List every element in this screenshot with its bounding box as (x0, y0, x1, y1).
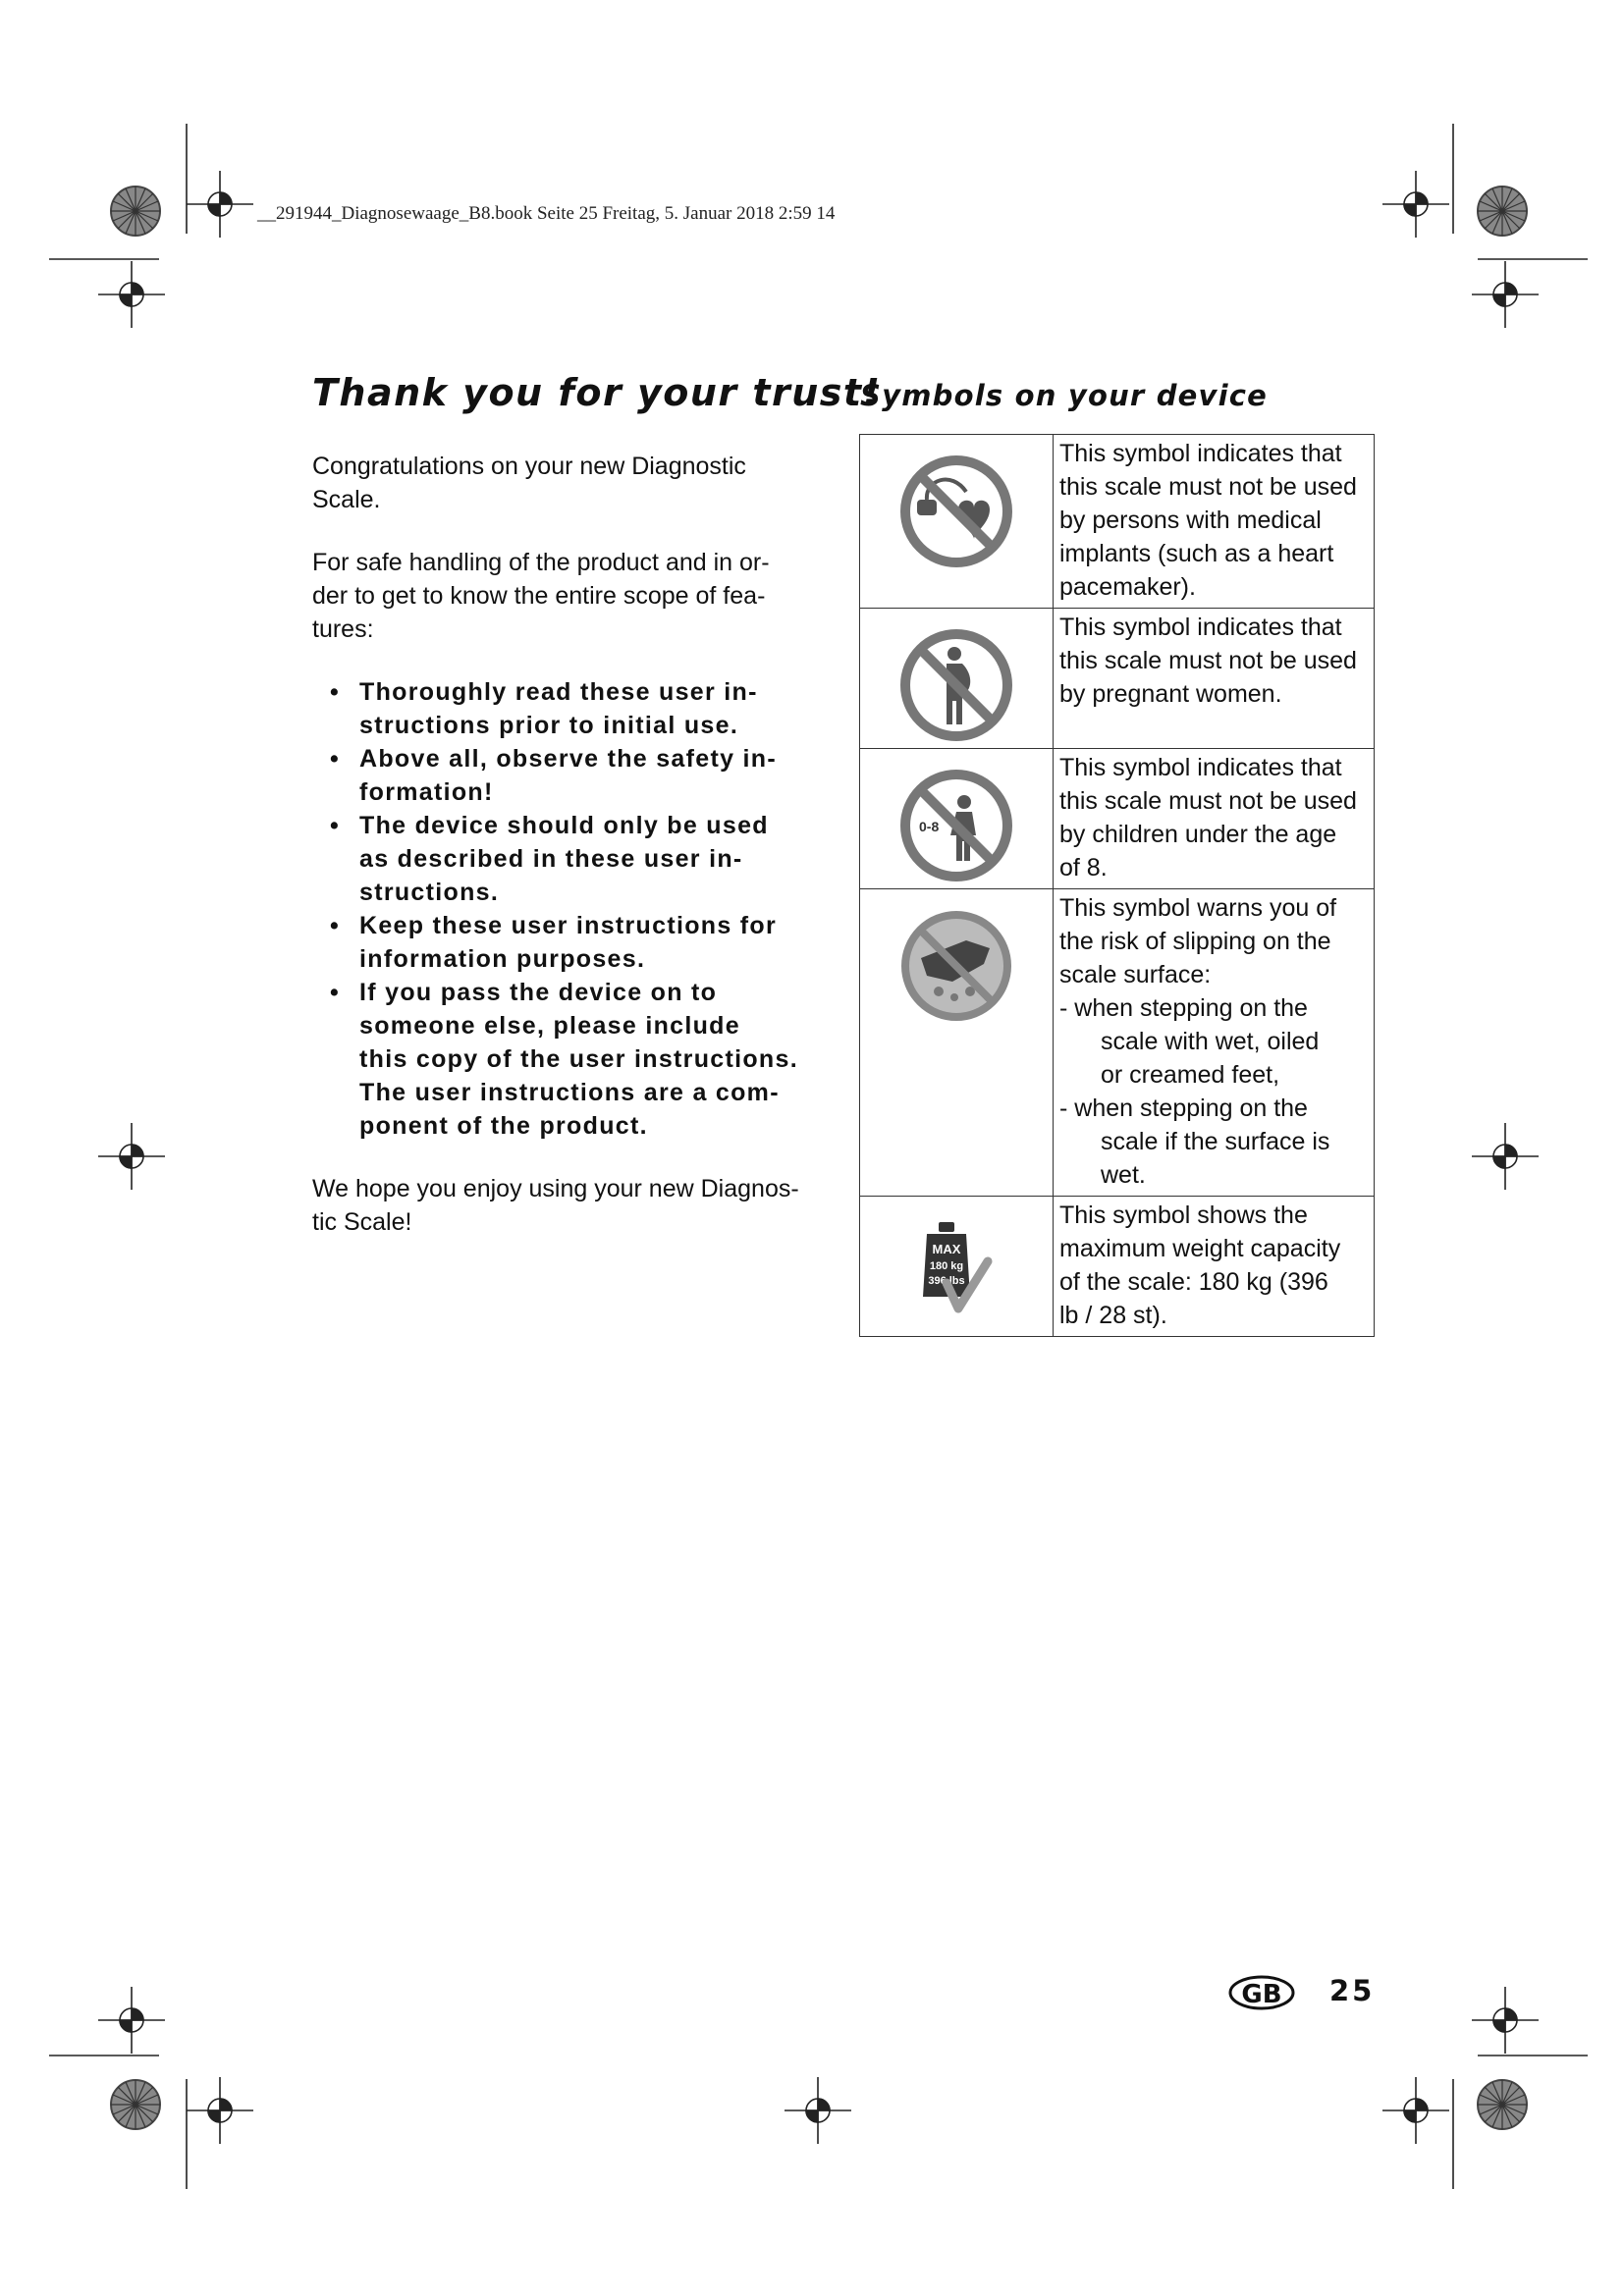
no-pacemaker-icon (897, 453, 1015, 570)
safety-paragraph: For safe handling of the product and in or- der to get to know the entire scope of fea- tures: (312, 549, 770, 643)
instruction-list (312, 675, 828, 1143)
crosshair-icon (98, 261, 165, 328)
language-badge (1227, 1974, 1296, 2011)
crosshair-icon (1382, 171, 1449, 238)
color-star-icon (1478, 2080, 1527, 2129)
page-title: Thank you for your trust! (312, 371, 882, 414)
closing-paragraph: We hope you enjoy using your new Diagnos- tic Scale! (312, 1175, 799, 1236)
crosshair-icon (785, 2077, 851, 2144)
crosshair-icon (98, 1123, 165, 1190)
sub-item: - when stepping on the scale if the surface is wet. (1059, 1095, 1330, 1189)
table-row (860, 609, 1375, 749)
no-pregnant-women-icon (897, 626, 1015, 744)
list-item: • Thoroughly read these user in- structions prior to initial use. (330, 678, 758, 739)
lbs-label: 396 lbs (928, 1275, 965, 1287)
kg-label: 180 kg (929, 1260, 964, 1272)
page-number: 25 (1329, 1974, 1376, 2007)
max-label: MAX (932, 1242, 961, 1256)
list-item: • The device should only be used as described in these user in- structions. (330, 812, 769, 906)
table-row (860, 435, 1375, 609)
intro-section (312, 450, 828, 1268)
symbol-description: This symbol indicates that this scale must not be used by persons with medical implants (such as a heart pacemaker). (1054, 435, 1375, 609)
crosshair-icon (187, 171, 253, 238)
svg-text:GB: GB (1241, 1980, 1282, 2009)
crosshair-icon (1382, 2077, 1449, 2144)
crosshair-icon (1472, 1123, 1539, 1190)
table-row (860, 749, 1375, 889)
symbols-heading: Symbols on your device (860, 379, 1269, 412)
symbols-table (859, 434, 1375, 1337)
max-weight-icon (897, 1214, 1015, 1322)
no-children-icon (897, 767, 1015, 884)
symbol-description: This symbol shows the maximum weight capacity of the scale: 180 kg (396 lb / 28 st). (1054, 1197, 1375, 1337)
list-item: • Keep these user instructions for information purposes. (330, 912, 778, 973)
sub-item: - when stepping on the scale with wet, oiled or creamed feet, (1059, 994, 1320, 1089)
table-row (860, 889, 1375, 1197)
intro-paragraph: Congratulations on your new Diagnostic Scale. (312, 453, 746, 513)
table-row (860, 1197, 1375, 1337)
color-star-icon (1478, 187, 1527, 236)
crosshair-icon (187, 2077, 253, 2144)
symbol-description: This symbol indicates that this scale must not be used by pregnant women. (1054, 609, 1375, 749)
crosshair-icon (98, 1987, 165, 2054)
crosshair-icon (1472, 1987, 1539, 2054)
list-item: • If you pass the device on to someone else, please include this copy of the user instructions. The user instructions are a com- ponent of the product. (330, 979, 798, 1140)
print-header: __291944_Diagnosewaage_B8.book Seite 25 Freitag, 5. Januar 2018 2:59 14 (257, 203, 836, 224)
crosshair-icon (1472, 261, 1539, 328)
symbol-description: This symbol warns you of the risk of slipping on the scale surface: - when stepping on the scale with wet, oiled or creamed feet, - when stepping on the scale if the surface is wet. (1054, 889, 1375, 1197)
symbol-description: This symbol indicates that this scale must not be used by children under the age of 8. (1054, 749, 1375, 889)
slip-warning-icon (897, 907, 1015, 1025)
color-star-icon (111, 2080, 160, 2129)
age-label: 0-8 (919, 819, 940, 834)
list-item: • Above all, observe the safety in- formation! (330, 745, 777, 806)
color-star-icon (111, 187, 160, 236)
